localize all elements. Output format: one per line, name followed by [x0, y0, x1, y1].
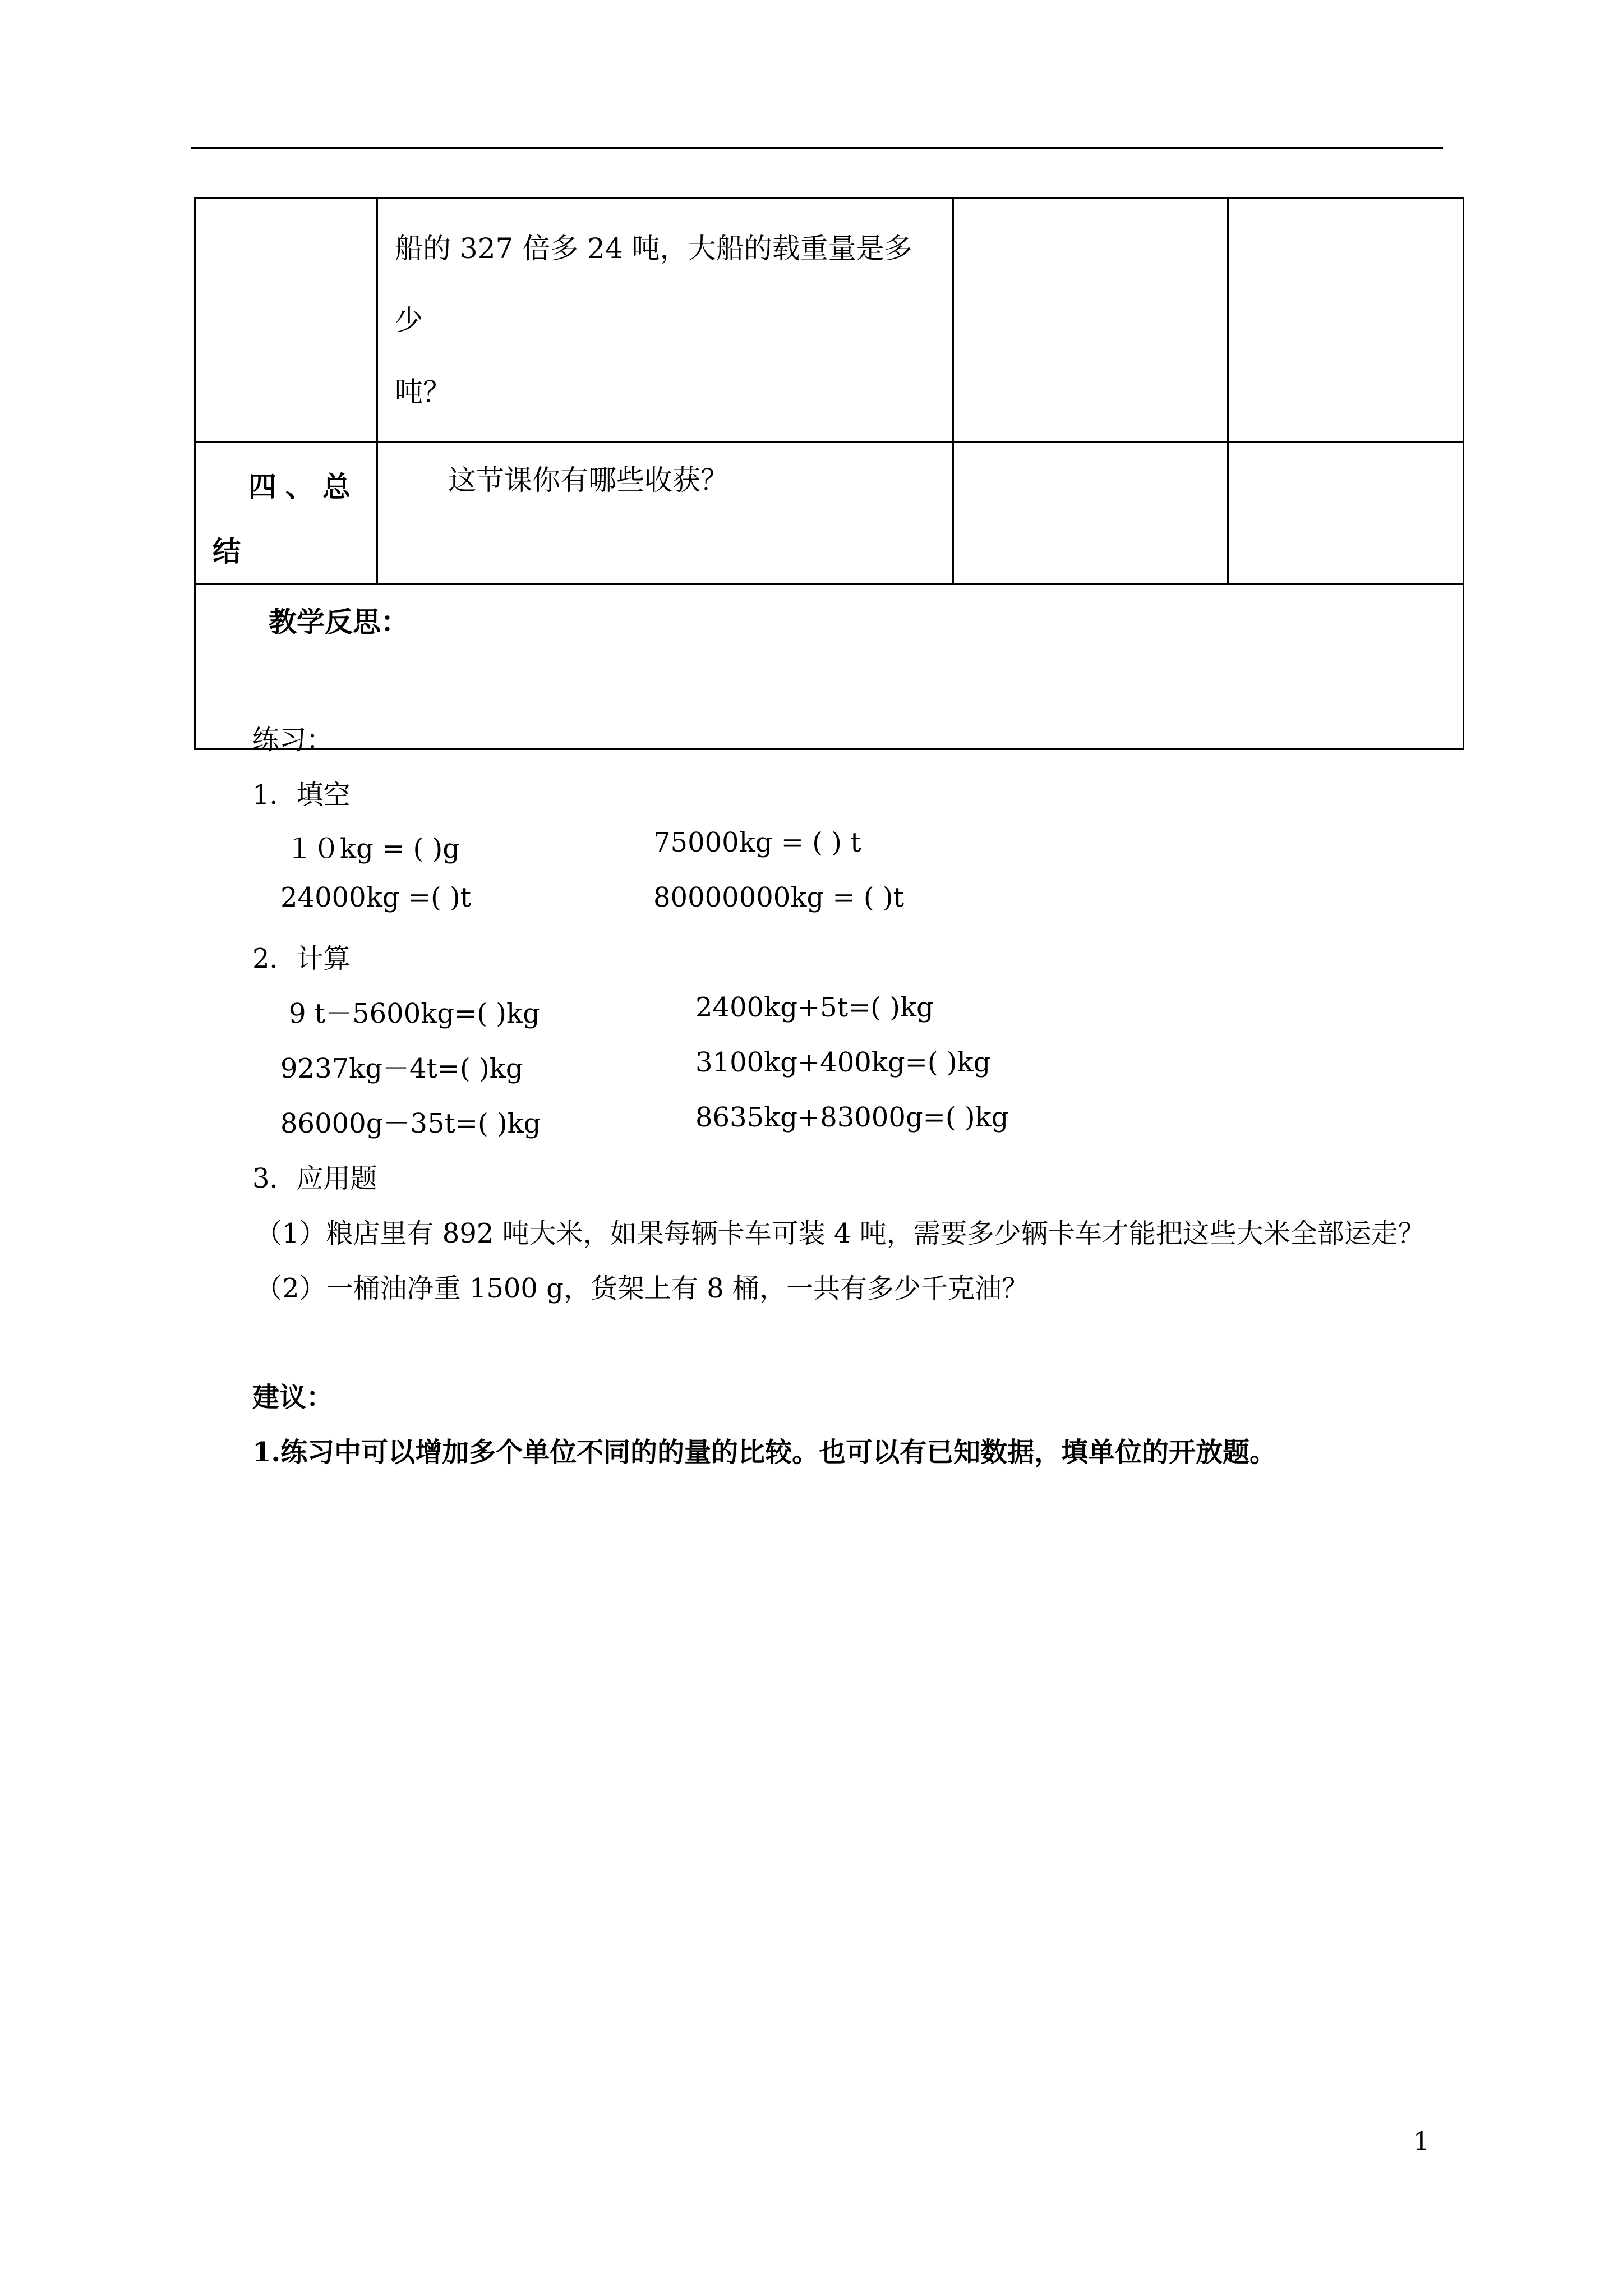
suggestion-title: 建议：	[252, 1382, 334, 1413]
fill-item: 80000000kg = ( )t	[653, 882, 904, 913]
header-rule	[191, 147, 1443, 149]
table-cell-empty	[195, 199, 377, 443]
q3-heading: 3．应用题	[252, 1163, 377, 1194]
exercises-title: 练习：	[252, 724, 334, 756]
section-label: 四、总	[248, 470, 359, 503]
section-label-cell	[195, 443, 377, 585]
question-line: 船的 327 倍多 24 吨，大船的载重量是多少	[395, 232, 912, 337]
summary-question: 这节课你有哪些收获？	[448, 464, 728, 496]
table-cell-empty	[1228, 443, 1464, 585]
lesson-table	[194, 197, 1464, 750]
word-problem: （2）一桶油净重 1500 g，货架上有 8 桶，一共有多少千克油？	[255, 1273, 1029, 1304]
calc-item: 2400kg+5t=( )kg	[695, 992, 934, 1023]
table-cell-empty	[953, 443, 1228, 585]
question-cell	[377, 443, 953, 585]
q1-heading: 1．填空	[252, 779, 351, 811]
question-cell	[377, 199, 953, 443]
calc-item: 9 t－5600kg=( )kg	[289, 998, 540, 1029]
question-line: 吨？	[395, 376, 451, 408]
lesson-table-wrap	[194, 197, 1464, 750]
reflection-label: 教学反思：	[269, 605, 409, 638]
word-problem: （1）粮店里有 892 吨大米，如果每辆卡车可装 4 吨，需要多少辆卡车才能把这些大米全部运走？	[255, 1218, 1425, 1249]
reflection-cell	[195, 585, 1464, 749]
table-cell-empty	[953, 199, 1228, 443]
fill-item: 75000kg = ( ) t	[653, 827, 861, 858]
fill-item: １０kg = ( )g	[286, 833, 460, 864]
suggestion-item: 1.练习中可以增加多个单位不同的的量的比较。也可以有已知数据，填单位的开放题。	[252, 1437, 1277, 1468]
calc-item: 3100kg+400kg=( )kg	[695, 1047, 991, 1078]
table-cell-empty	[1228, 199, 1464, 443]
section-label: 结	[213, 535, 241, 568]
page-number: 1	[1413, 2126, 1430, 2156]
calc-item: 9237kg－4t=( )kg	[280, 1053, 523, 1084]
table-row	[195, 585, 1464, 749]
calc-item: 8635kg+83000g=( )kg	[695, 1102, 1009, 1133]
q2-heading: 2．计算	[252, 943, 351, 974]
calc-item: 86000g－35t=( )kg	[280, 1108, 541, 1139]
fill-item: 24000kg =( )t	[280, 882, 471, 913]
table-row	[195, 199, 1464, 443]
table-row	[195, 443, 1464, 585]
